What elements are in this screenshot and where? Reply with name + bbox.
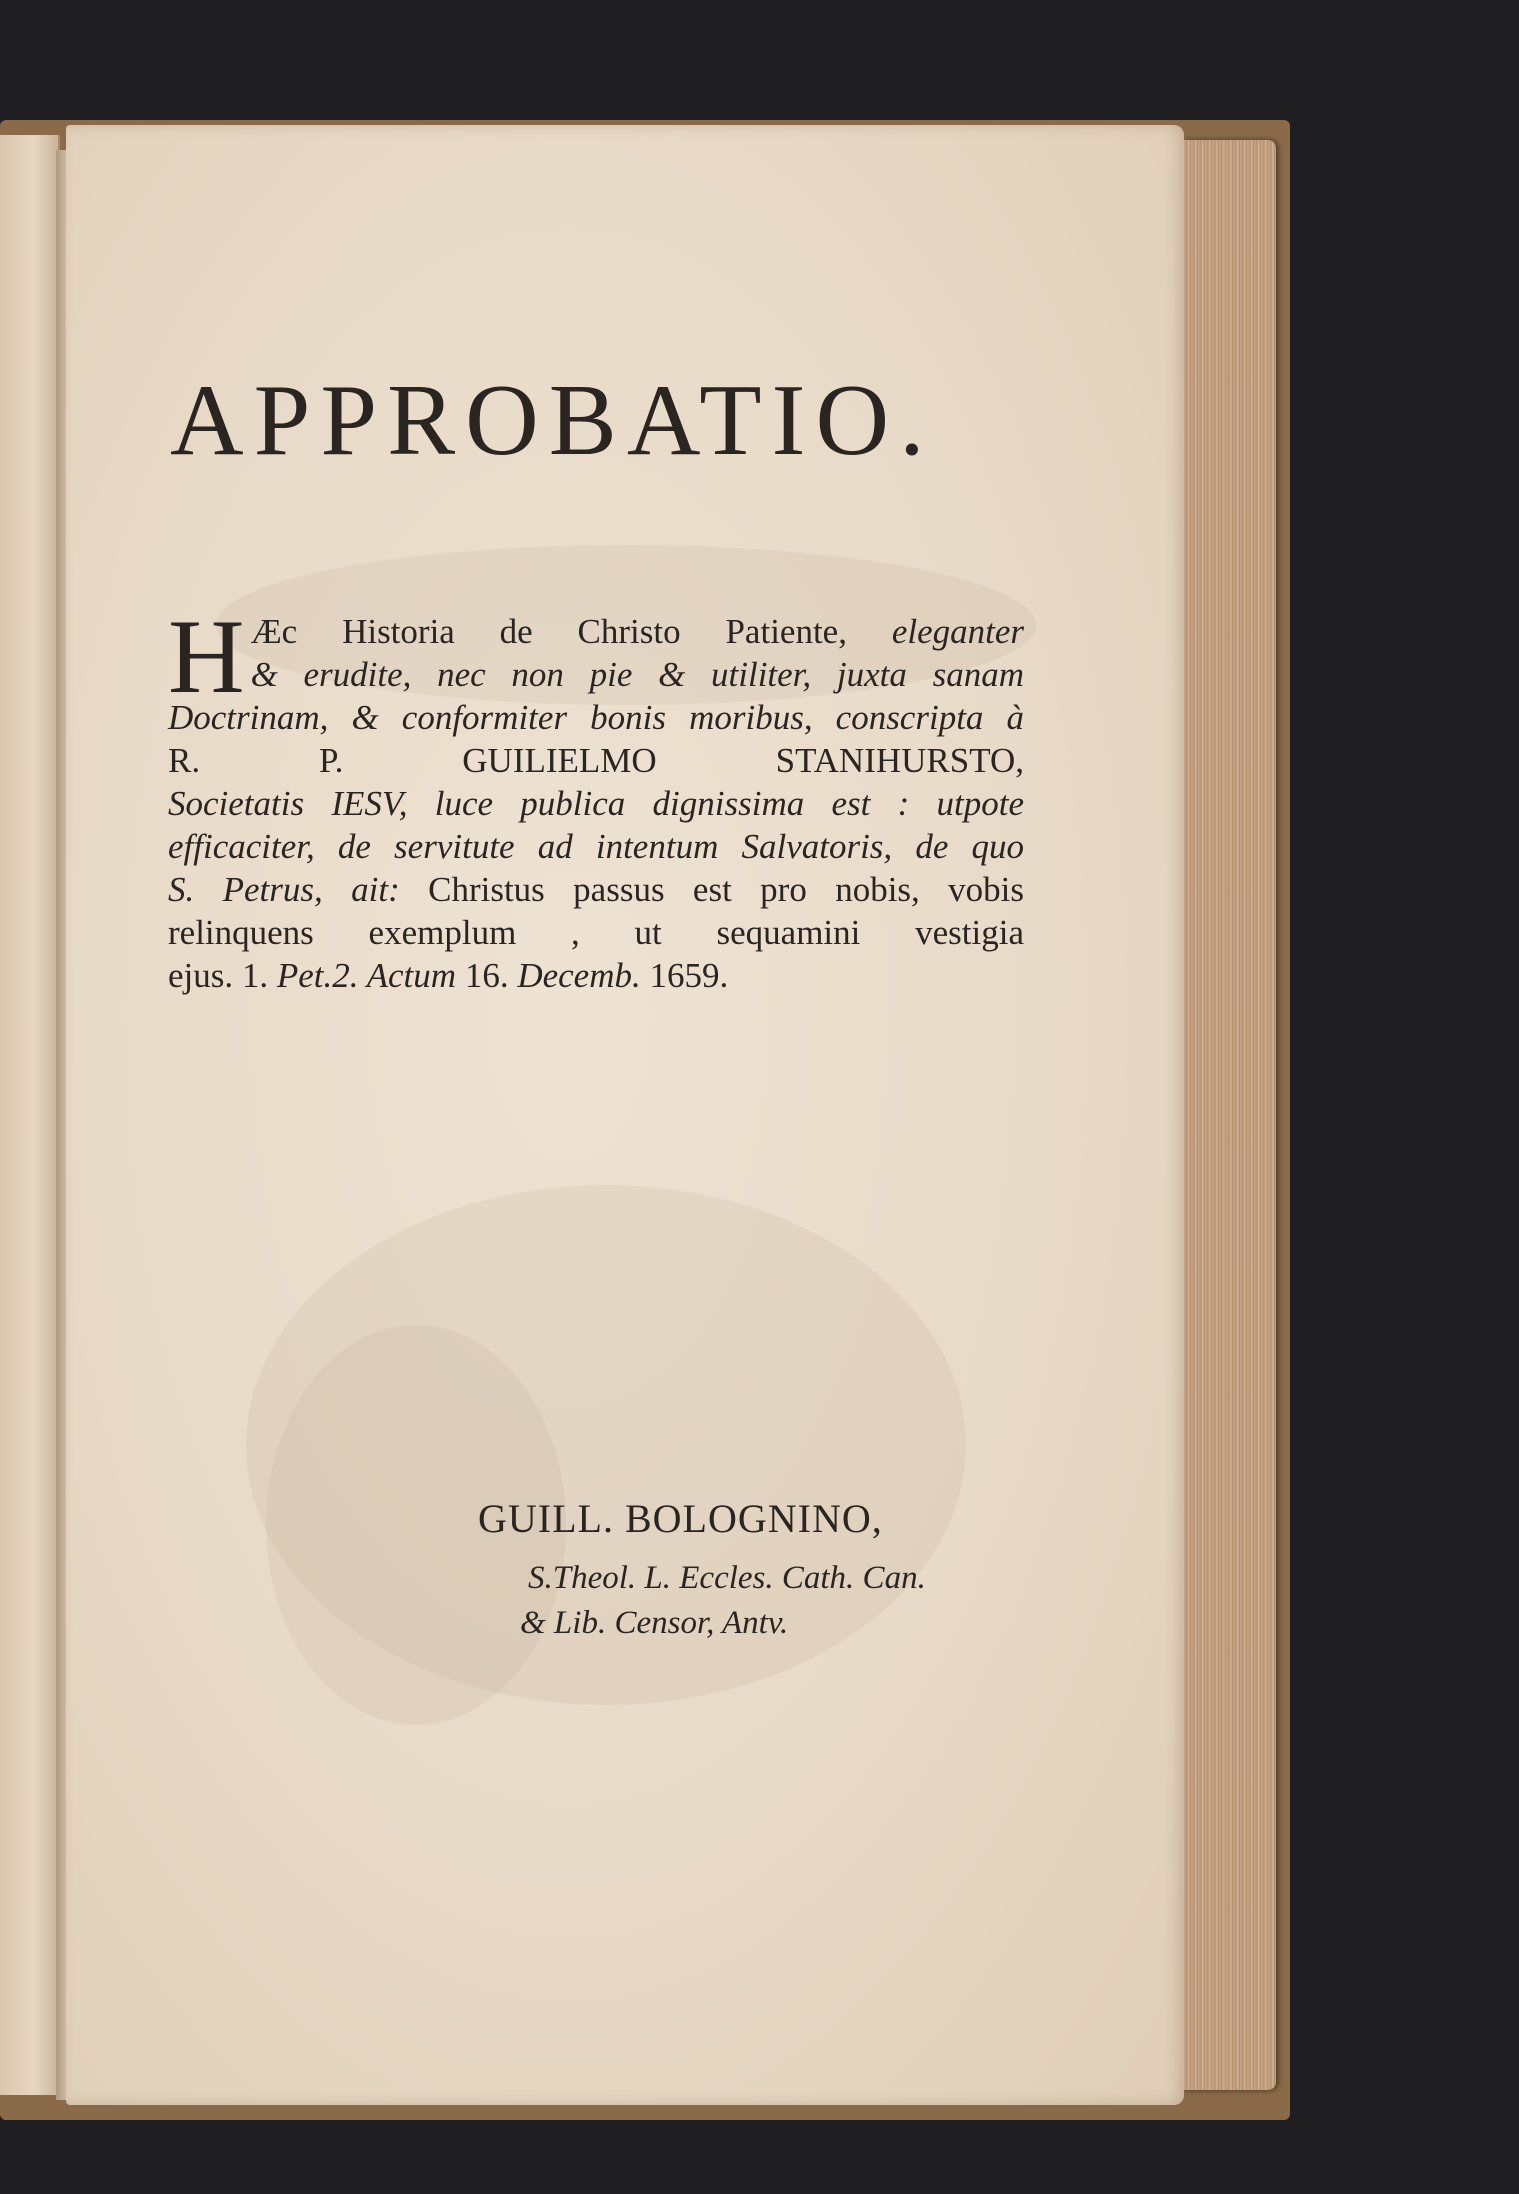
text-line: relinquens exemplum , ut sequamini vestigia: [168, 913, 1024, 952]
censor-office: & Lib. Censor, Antv.: [520, 1605, 789, 1641]
censor-name: GUILL. BOLOGNINO,: [478, 1496, 883, 1541]
text-line: efficaciter, de servitute ad intentum Salvatoris, de quo: [168, 827, 1024, 866]
drop-capital: H: [168, 598, 245, 715]
text-line: Æc Historia de Christo Patiente, eleganter: [250, 612, 1024, 651]
text-line: Doctrinam, & conformiter bonis moribus, conscripta à: [168, 698, 1024, 737]
approbation-text: [168, 598, 1025, 997]
text-line: & erudite, nec non pie & utiliter, juxta sanam: [250, 655, 1024, 694]
text-line: Societatis IESV, luce publica dignissima est : utpote: [168, 784, 1024, 823]
text-line: ejus. 1. Pet.2. Actum 16. Decemb. 1659.: [168, 956, 729, 995]
censor-title: S.Theol. L. Eccles. Cath. Can.: [528, 1560, 926, 1596]
text-line: S. Petrus, ait: Christus passus est pro nobis, vobis: [168, 870, 1025, 909]
text-line: R. P. GUILIELMO STANIHURSTO,: [168, 741, 1024, 780]
page-title: APPROBATIO.: [170, 364, 935, 477]
facing-page-edge: [0, 135, 60, 2095]
page-block-edges: [1184, 140, 1276, 2090]
